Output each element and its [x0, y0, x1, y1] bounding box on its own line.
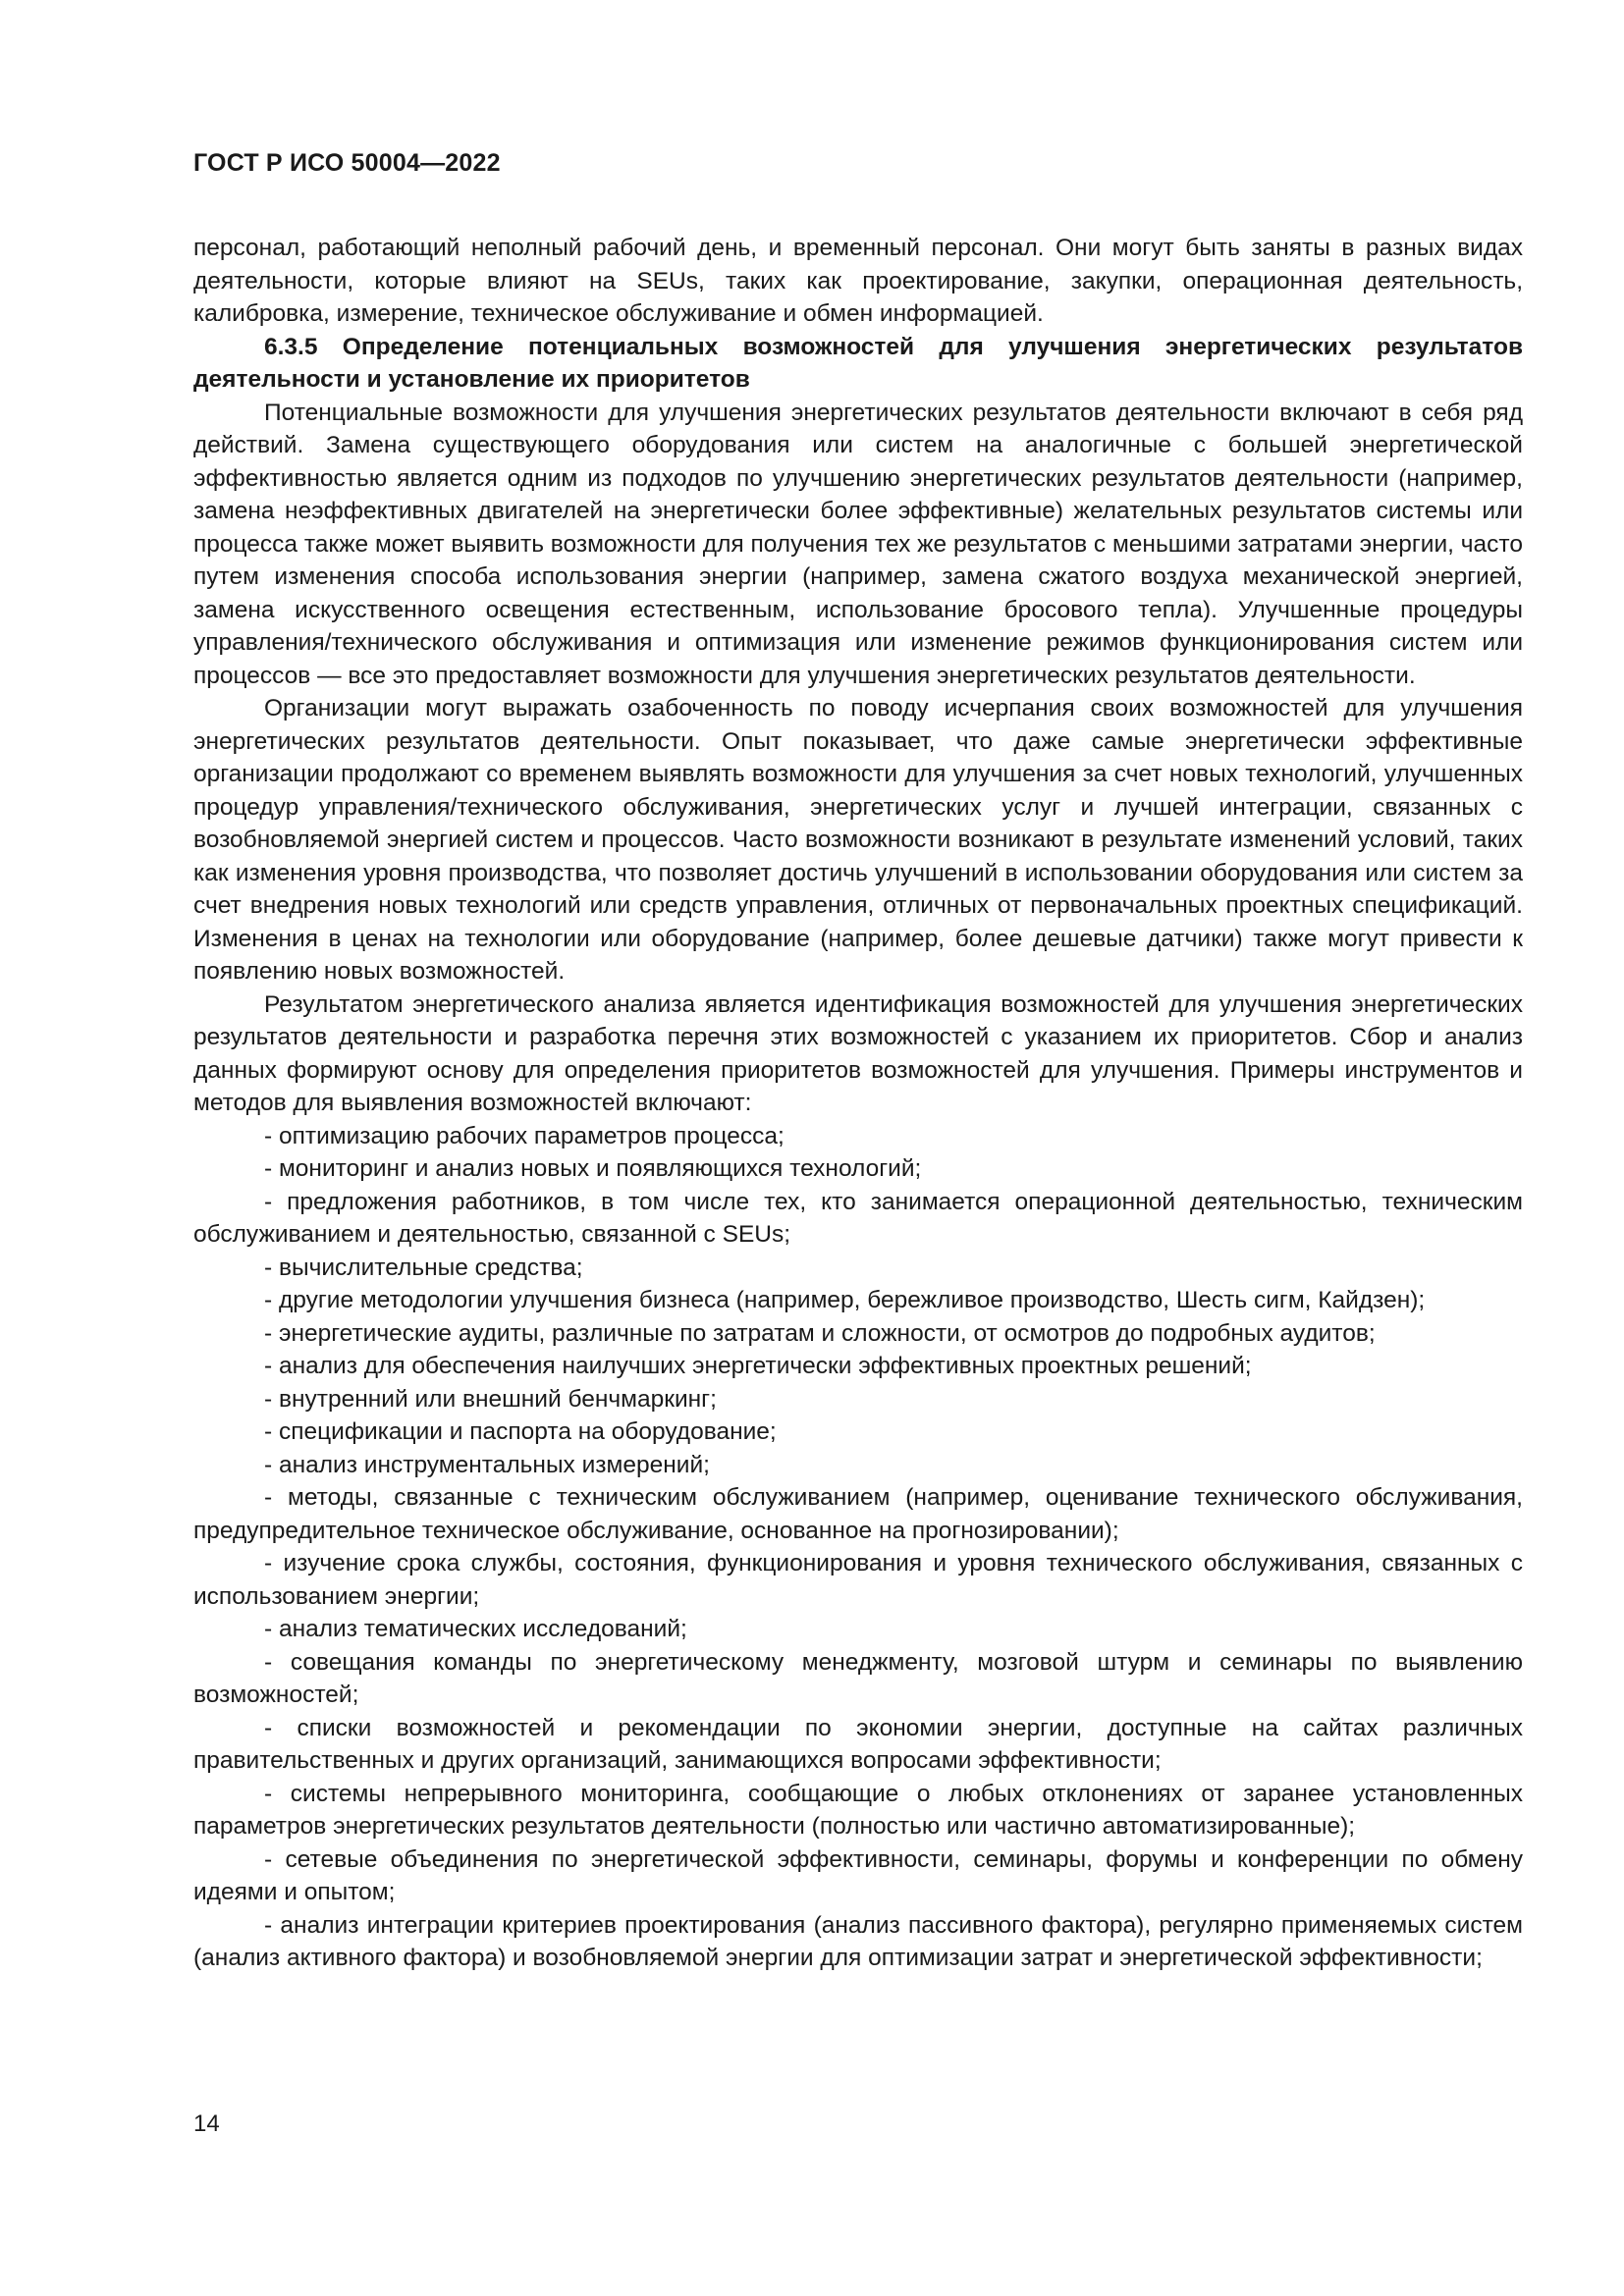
standard-code-header: ГОСТ Р ИСО 50004—2022	[193, 149, 501, 177]
list-item: - методы, связанные с техническим обслуживанием (например, оценивание технического обслуживания, предупредительное техническое обслуживание, основанное на прогнозировании);	[193, 1484, 1523, 1544]
paragraph: Потенциальные возможности для улучшения энергетических результатов деятельности включают в себя ряд действий. Замена существующего оборудования или систем на аналогичные с большей энергетической эффективностью является одним из подходов по улучшению энергетических результатов деятельности (например, замена неэффективных двигателей на энергетически более эффективные) желательных результатов системы или процесса также может выявить возможности для получения тех же результатов с меньшими затратами энергии, часто путем изменения способа использования энергии (например, замена сжатого воздуха механической энергией, замена искусственного освещения естественным, использование бросового тепла). Улучшенные процедуры управления/технического обслуживания и оптимизация или изменение режимов функционирования систем или процессов — все это предоставляет возможности для улучшения энергетических результатов деятельности.	[193, 399, 1523, 689]
section-heading: 6.3.5 Определение потенциальных возможностей для улучшения энергетических результатов деятельности и установление их приоритетов	[193, 333, 1523, 393]
list-item: - анализ инструментальных измерений;	[264, 1451, 710, 1478]
list-item: - системы непрерывного мониторинга, сообщающие о любых отклонениях от заранее установленных параметров энергетических результатов деятельности (полностью или частично автоматизированные);	[193, 1780, 1523, 1840]
list-item: - анализ тематических исследований;	[264, 1616, 687, 1642]
list-item: - вычислительные средства;	[264, 1254, 583, 1281]
list-item: - мониторинг и анализ новых и появляющихся технологий;	[264, 1155, 922, 1182]
list-item: - изучение срока службы, состояния, функционирования и уровня технического обслуживания, связанных с использованием энергии;	[193, 1550, 1523, 1610]
paragraph: Организации могут выражать озабоченность по поводу исчерпания своих возможностей для улучшения энергетических результатов деятельности. Опыт показывает, что даже самые энергетически эффективные организации продолжают со временем выявлять возможности для улучшения за счет новых технологий, улучшенных процедур управления/технического обслуживания, энергетических услуг и лучшей интеграции, связанных с возобновляемой энергией систем и процессов. Часто возможности возникают в результате изменений условий, таких как изменения уровня производства, что позволяет достичь улучшений в использовании оборудования или систем за счет внедрения новых технологий или средств управления, отличных от первоначальных проектных спецификаций. Изменения в ценах на технологии или оборудование (например, более дешевые датчики) также могут привести к появлению новых возможностей.	[193, 695, 1523, 985]
page-number: 14	[193, 2110, 220, 2137]
paragraph: Результатом энергетического анализа является идентификация возможностей для улучшения энергетических результатов деятельности и разработка перечня этих возможностей с указанием их приоритетов. Сбор и анализ данных формируют основу для определения приоритетов возможностей для улучшения. Примеры инструментов и методов для выявления возможностей включают:	[193, 990, 1523, 1116]
list-item: - оптимизацию рабочих параметров процесса;	[264, 1122, 785, 1149]
list-item: - энергетические аудиты, различные по затратам и сложности, от осмотров до подробных аудитов;	[264, 1319, 1376, 1347]
list-item: - сетевые объединения по энергетической эффективности, семинары, форумы и конференции по обмену идеями и опытом;	[193, 1845, 1523, 1905]
paragraph-continuation: персонал, работающий неполный рабочий день, и временный персонал. Они могут быть заняты в разных видах деятельности, которые влияют на SEUs, таких как проектирование, закупки, операционная деятельность, калибровка, измерение, техническое обслуживание и обмен информацией.	[193, 235, 1523, 327]
document-body	[193, 232, 1523, 1975]
list-item: - анализ для обеспечения наилучших энергетически эффективных проектных решений;	[264, 1353, 1252, 1379]
list-item: - списки возможностей и рекомендации по экономии энергии, доступные на сайтах различных правительственных и других организаций, занимающихся вопросами эффективности;	[193, 1714, 1523, 1774]
list-item: - другие методологии улучшения бизнеса (например, бережливое производство, Шесть сигм, Кайдзен);	[264, 1287, 1426, 1313]
list-item: - спецификации и паспорта на оборудование;	[264, 1418, 777, 1445]
list-item: - анализ интеграции критериев проектирования (анализ пассивного фактора), регулярно применяемых систем (анализ активного фактора) и возобновляемой энергии для оптимизации затрат и энергетической эффективности;	[193, 1911, 1523, 1971]
list-item: - внутренний или внешний бенчмаркинг;	[264, 1385, 717, 1413]
list-item: - совещания команды по энергетическому менеджменту, мозговой штурм и семинары по выявлению возможностей;	[193, 1648, 1523, 1708]
list-item: - предложения работников, в том числе тех, кто занимается операционной деятельностью, техническим обслуживанием и деятельностью, связанной с SEUs;	[193, 1188, 1523, 1248]
